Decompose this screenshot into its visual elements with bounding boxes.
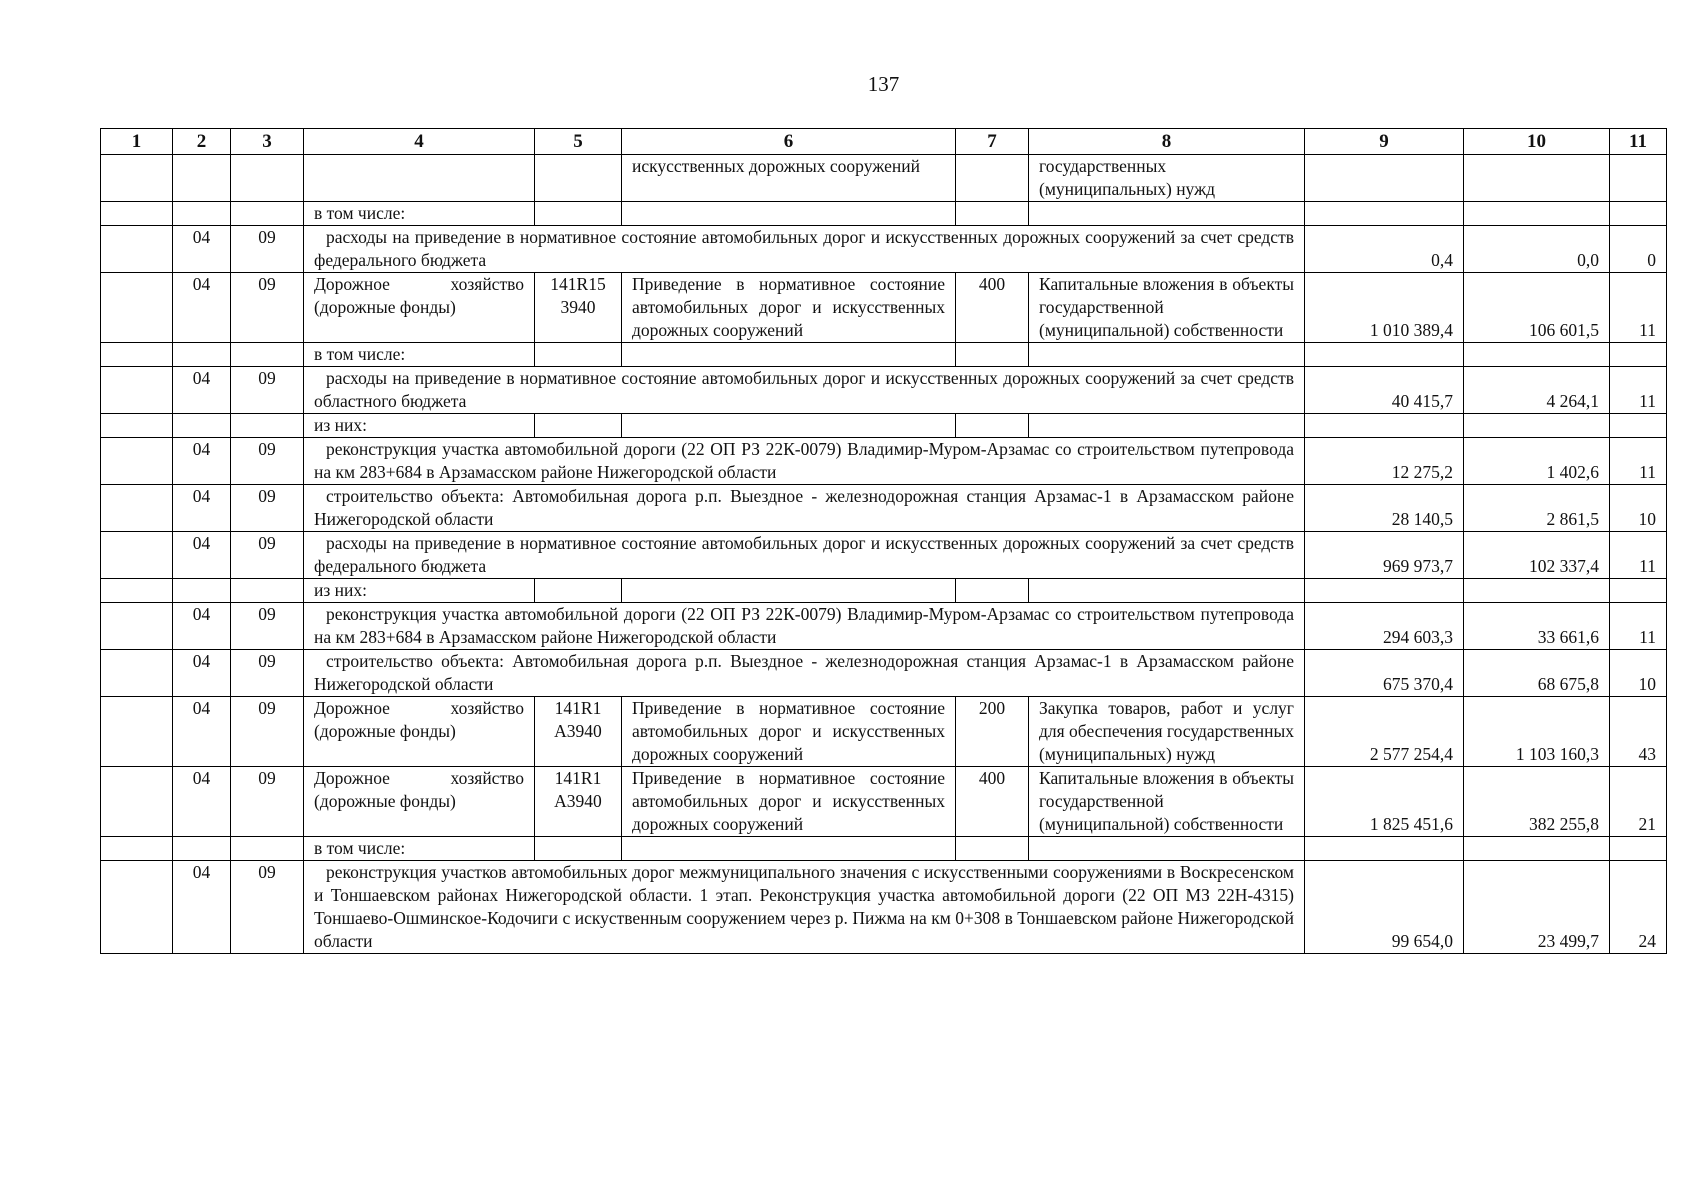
cell-c3: 09 [231,861,304,954]
cell-c9: 28 140,5 [1305,485,1464,532]
cell-c8 [1029,414,1305,438]
cell-text: расходы на приведение в нормативное состояние автомобильных дорог и искусственных дорожных сооружений за счет средств федерального бюджета [304,226,1305,273]
cell-text: реконструкция участков автомобильных дорог межмуниципального значения с искусственными сооружениями в Воскресенском и Тоншаевском районах Нижегородской области. 1 этап. Реконструкция участка автомобильной дороги (22 ОП МЗ 22Н-4315) Тоншаево-Ошминское-Кодочиги с искуственным сооружением через р. Пижма на км 0+308 в Тоншаевском районе Нижегородской области [304,861,1305,954]
cell-text: реконструкция участка автомобильной дороги (22 ОП РЗ 22К-0079) Владимир-Муром-Арзамас со строительством путепровода на км 283+684 в Арзамасском районе Нижегородской области [304,603,1305,650]
cell-c2: 04 [173,438,231,485]
cell-c8 [1029,343,1305,367]
cell-c3 [231,155,304,202]
cell-c2 [173,579,231,603]
cell-c3: 09 [231,485,304,532]
table-row [101,532,1667,579]
cell-c8 [1029,837,1305,861]
table-row [101,273,1667,343]
table-row [101,343,1667,367]
cell-c9 [1305,414,1464,438]
cell-c6 [622,837,956,861]
cell-c10: 1 402,6 [1464,438,1610,485]
cell-c3: 09 [231,603,304,650]
cell-c7: 200 [956,697,1029,767]
cell-c6: искусственных дорожных сооружений [622,155,956,202]
cell-c1 [101,767,173,837]
cell-c4: в том числе: [304,202,535,226]
cell-c8: Капитальные вложения в объекты государственной (муниципальной) собственности [1029,273,1305,343]
cell-c10: 68 675,8 [1464,650,1610,697]
cell-c5 [535,414,622,438]
cell-c1 [101,438,173,485]
cell-c11: 10 [1610,485,1667,532]
column-header-6: 6 [622,129,956,155]
cell-c1 [101,414,173,438]
cell-c3: 09 [231,697,304,767]
cell-c9 [1305,155,1464,202]
cell-c7 [956,155,1029,202]
cell-c10 [1464,343,1610,367]
table-row [101,367,1667,414]
cell-c11 [1610,414,1667,438]
cell-c4: Дорожное хозяйство (дорожные фонды) [304,767,535,837]
cell-c11: 10 [1610,650,1667,697]
cell-c9 [1305,343,1464,367]
cell-c9: 2 577 254,4 [1305,697,1464,767]
cell-c11: 11 [1610,603,1667,650]
cell-c3: 09 [231,532,304,579]
cell-c3 [231,202,304,226]
column-header-10: 10 [1464,129,1610,155]
cell-text: расходы на приведение в нормативное состояние автомобильных дорог и искусственных дорожных сооружений за счет средств федерального бюджета [304,532,1305,579]
cell-c1 [101,155,173,202]
table-row [101,202,1667,226]
cell-c9 [1305,579,1464,603]
table-row [101,861,1667,954]
cell-c5: 141R1 А3940 [535,697,622,767]
table-row [101,414,1667,438]
table-row [101,438,1667,485]
cell-c11 [1610,579,1667,603]
cell-c9: 969 973,7 [1305,532,1464,579]
cell-c1 [101,861,173,954]
cell-c4: из них: [304,579,535,603]
cell-c2 [173,414,231,438]
cell-c3: 09 [231,226,304,273]
column-header-5: 5 [535,129,622,155]
cell-c3: 09 [231,367,304,414]
cell-c1 [101,226,173,273]
cell-c7 [956,579,1029,603]
cell-c9: 40 415,7 [1305,367,1464,414]
cell-c7 [956,343,1029,367]
cell-c10: 33 661,6 [1464,603,1610,650]
cell-c10: 0,0 [1464,226,1610,273]
cell-c10: 106 601,5 [1464,273,1610,343]
cell-c7: 400 [956,767,1029,837]
cell-c9: 294 603,3 [1305,603,1464,650]
cell-c2: 04 [173,603,231,650]
cell-c11 [1610,837,1667,861]
cell-c10: 23 499,7 [1464,861,1610,954]
cell-c10 [1464,837,1610,861]
cell-c3 [231,343,304,367]
cell-c9 [1305,837,1464,861]
cell-c9: 1 825 451,6 [1305,767,1464,837]
cell-c3: 09 [231,438,304,485]
cell-text: строительство объекта: Автомобильная дорога р.п. Выездное - железнодорожная станция Арзамас-1 в Арзамасском районе Нижегородской области [304,485,1305,532]
cell-c8: Закупка товаров, работ и услуг для обеспечения государственных (муниципальных) нужд [1029,697,1305,767]
header-row [101,129,1667,155]
cell-c6: Приведение в нормативное состояние автомобильных дорог и искусственных дорожных сооружений [622,767,956,837]
column-header-7: 7 [956,129,1029,155]
cell-text: реконструкция участка автомобильной дороги (22 ОП РЗ 22К-0079) Владимир-Муром-Арзамас со строительством путепровода на км 283+684 в Арзамасском районе Нижегородской области [304,438,1305,485]
column-header-2: 2 [173,129,231,155]
cell-c6 [622,579,956,603]
cell-c7: 400 [956,273,1029,343]
cell-c6 [622,202,956,226]
cell-c1 [101,579,173,603]
cell-text: строительство объекта: Автомобильная дорога р.п. Выездное - железнодорожная станция Арзамас-1 в Арзамасском районе Нижегородской области [304,650,1305,697]
cell-c11 [1610,343,1667,367]
cell-text: расходы на приведение в нормативное состояние автомобильных дорог и искусственных дорожных сооружений за счет средств областного бюджета [304,367,1305,414]
table-row [101,837,1667,861]
cell-c10: 102 337,4 [1464,532,1610,579]
cell-c1 [101,650,173,697]
cell-c3: 09 [231,650,304,697]
cell-c11: 11 [1610,532,1667,579]
cell-c9: 0,4 [1305,226,1464,273]
cell-c1 [101,603,173,650]
cell-c11: 11 [1610,273,1667,343]
cell-c6 [622,414,956,438]
cell-c10 [1464,414,1610,438]
page-number: 137 [867,72,900,96]
cell-c10 [1464,155,1610,202]
cell-c1 [101,837,173,861]
cell-c7 [956,414,1029,438]
cell-c5 [535,343,622,367]
budget-table [100,128,1667,954]
cell-c9: 675 370,4 [1305,650,1464,697]
cell-c8: Капитальные вложения в объекты государственной (муниципальной) собственности [1029,767,1305,837]
cell-c5 [535,202,622,226]
cell-c1 [101,343,173,367]
cell-c5 [535,579,622,603]
cell-c9: 1 010 389,4 [1305,273,1464,343]
cell-c8: государственных (муниципальных) нужд [1029,155,1305,202]
cell-c4: в том числе: [304,837,535,861]
cell-c2: 04 [173,532,231,579]
cell-c10 [1464,579,1610,603]
cell-c4: Дорожное хозяйство (дорожные фонды) [304,697,535,767]
cell-c6: Приведение в нормативное состояние автомобильных дорог и искусственных дорожных сооружений [622,273,956,343]
column-header-8: 8 [1029,129,1305,155]
cell-c10 [1464,202,1610,226]
cell-c1 [101,202,173,226]
cell-c5 [535,837,622,861]
cell-c11 [1610,202,1667,226]
table-row [101,226,1667,273]
cell-c7 [956,837,1029,861]
column-header-1: 1 [101,129,173,155]
cell-c11: 0 [1610,226,1667,273]
cell-c11: 24 [1610,861,1667,954]
table-row [101,579,1667,603]
cell-c1 [101,273,173,343]
cell-c11 [1610,155,1667,202]
cell-c11: 43 [1610,697,1667,767]
cell-c9: 12 275,2 [1305,438,1464,485]
cell-c3 [231,837,304,861]
cell-c6: Приведение в нормативное состояние автомобильных дорог и искусственных дорожных сооружений [622,697,956,767]
table-row [101,697,1667,767]
cell-c7 [956,202,1029,226]
cell-c2: 04 [173,861,231,954]
cell-c1 [101,697,173,767]
table-row [101,485,1667,532]
cell-c3: 09 [231,767,304,837]
cell-c4: Дорожное хозяйство (дорожные фонды) [304,273,535,343]
cell-c11: 11 [1610,367,1667,414]
table-body [101,155,1667,954]
column-header-11: 11 [1610,129,1667,155]
cell-c11: 21 [1610,767,1667,837]
cell-c9 [1305,202,1464,226]
cell-c9: 99 654,0 [1305,861,1464,954]
cell-c5 [535,155,622,202]
cell-c11: 11 [1610,438,1667,485]
cell-c5: 141R15 3940 [535,273,622,343]
cell-c6 [622,343,956,367]
cell-c2: 04 [173,226,231,273]
cell-c8 [1029,579,1305,603]
cell-c4: в том числе: [304,343,535,367]
cell-c1 [101,367,173,414]
cell-c2: 04 [173,767,231,837]
table-row [101,603,1667,650]
column-header-9: 9 [1305,129,1464,155]
cell-c2 [173,202,231,226]
cell-c3: 09 [231,273,304,343]
table-row [101,155,1667,202]
cell-c2: 04 [173,273,231,343]
cell-c2: 04 [173,485,231,532]
cell-c2: 04 [173,650,231,697]
cell-c2: 04 [173,367,231,414]
column-header-3: 3 [231,129,304,155]
cell-c1 [101,485,173,532]
cell-c5: 141R1 А3940 [535,767,622,837]
cell-c10: 4 264,1 [1464,367,1610,414]
cell-c8 [1029,202,1305,226]
cell-c4: из них: [304,414,535,438]
table-row [101,767,1667,837]
cell-c2: 04 [173,697,231,767]
cell-c3 [231,579,304,603]
cell-c10: 382 255,8 [1464,767,1610,837]
cell-c10: 2 861,5 [1464,485,1610,532]
cell-c2 [173,343,231,367]
cell-c3 [231,414,304,438]
cell-c10: 1 103 160,3 [1464,697,1610,767]
cell-c2 [173,837,231,861]
cell-c1 [101,532,173,579]
column-header-4: 4 [304,129,535,155]
cell-c2 [173,155,231,202]
table-row [101,650,1667,697]
cell-c4 [304,155,535,202]
